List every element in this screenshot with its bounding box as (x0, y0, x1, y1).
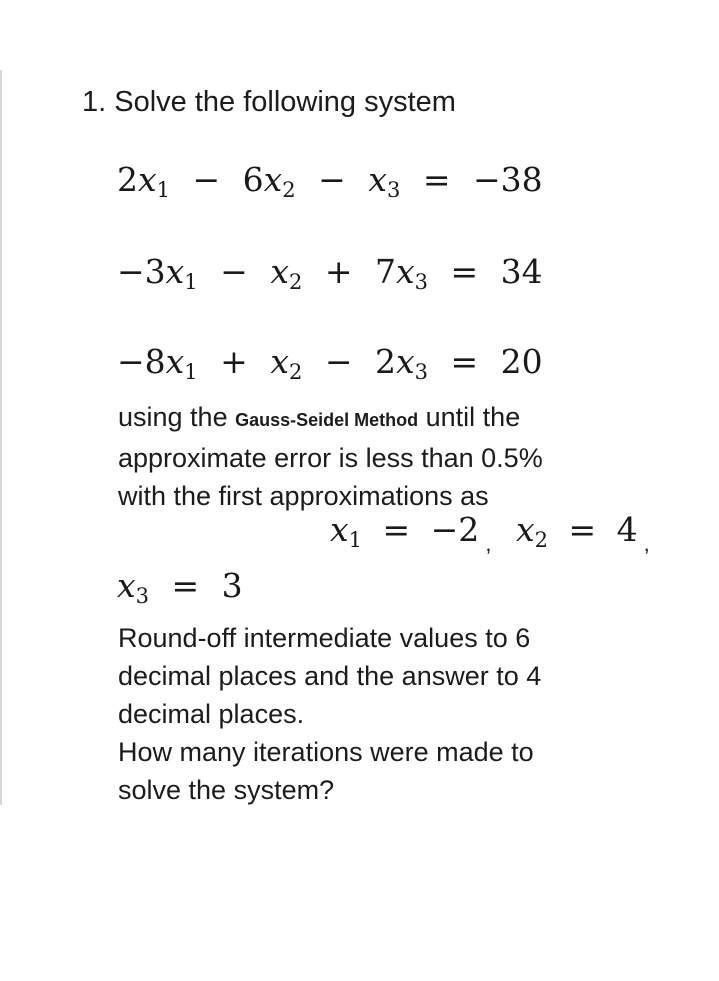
instructions-using-suffix: until the (418, 402, 521, 432)
rounding-line-3: decimal places. (118, 699, 305, 729)
eq3-op-2: − (324, 342, 353, 381)
equation-3 (117, 342, 543, 384)
init-x2-equals: = (568, 510, 597, 549)
final-question-line-1: How many iterations were made to (118, 737, 534, 767)
eq1-equals: = (422, 160, 451, 199)
initial-approx-x3 (117, 566, 243, 608)
init-x2-sub: 2 (534, 528, 548, 552)
init-x1-equals: = (382, 510, 411, 549)
eq3-equals: = (450, 342, 479, 381)
question-title: 1. Solve the following system (82, 86, 456, 118)
instructions-line-2: approximate error is less than 0.5% (118, 443, 543, 473)
eq2-var-2: x (270, 252, 289, 291)
rounding-paragraph (118, 619, 541, 809)
eq1-rhs: −38 (472, 160, 543, 199)
eq3-sub-3: 3 (414, 360, 428, 384)
method-name: Gauss-Seidel Method (235, 410, 419, 430)
eq3-coef-1: −8 (117, 342, 166, 381)
eq1-var-1: x (138, 160, 157, 199)
init-x1-var: x (330, 510, 349, 549)
init-sep-1: , (485, 531, 492, 556)
instructions-line-3: with the first approximations as (118, 481, 489, 511)
init-x1-value: −2 (430, 510, 480, 549)
eq2-op-1: − (220, 252, 248, 291)
init-x3-var: x (117, 566, 136, 605)
eq2-coef-3: 7 (374, 252, 396, 291)
eq2-op-2: + (324, 252, 353, 291)
eq3-var-1: x (165, 342, 185, 381)
instructions-paragraph (118, 398, 543, 515)
eq1-var-2: x (263, 160, 283, 199)
eq2-sub-1: 1 (184, 270, 198, 294)
eq3-var-2: x (270, 342, 289, 381)
eq3-sub-2: 2 (288, 360, 303, 384)
eq1-var-3: x (368, 160, 387, 199)
init-x1-sub: 1 (348, 528, 362, 552)
init-x3-sub: 3 (135, 584, 149, 608)
eq1-sub-1: 1 (156, 178, 170, 202)
eq3-coef-3: 2 (374, 342, 396, 381)
eq1-op-1: − (192, 160, 221, 199)
init-sep-2: , (643, 531, 650, 556)
equation-1 (117, 160, 543, 202)
eq1-sub-2: 2 (282, 178, 296, 202)
instructions-line-1 (118, 398, 543, 439)
eq2-var-3: x (395, 252, 415, 291)
eq3-var-3: x (395, 342, 415, 381)
equation-2 (117, 252, 543, 294)
eq2-coef-1: −3 (117, 252, 166, 291)
eq3-sub-1: 1 (184, 360, 198, 384)
eq2-sub-2: 2 (288, 270, 303, 294)
initial-approx-x1-x2 (330, 510, 664, 557)
init-x3-equals: = (171, 566, 200, 605)
eq2-sub-3: 3 (414, 270, 428, 294)
init-x2-var: x (515, 510, 535, 549)
eq2-rhs: 34 (500, 252, 543, 291)
init-x2-value: 4 (616, 510, 638, 549)
eq1-coef-2: 6 (242, 160, 264, 199)
final-question-line-2: solve the system? (118, 775, 335, 805)
eq3-rhs: 20 (500, 342, 543, 381)
rounding-line-1: Round-off intermediate values to 6 (118, 623, 531, 653)
rounding-line-2: decimal places and the answer to 4 (118, 661, 542, 691)
instructions-using-prefix: using the (118, 402, 236, 432)
init-x3-value: 3 (221, 566, 243, 605)
eq2-equals: = (450, 252, 479, 291)
eq1-coef-1: 2 (117, 160, 138, 199)
eq1-op-2: − (318, 160, 346, 199)
left-border-line (0, 70, 2, 805)
eq2-var-1: x (165, 252, 185, 291)
eq3-op-1: + (220, 342, 248, 381)
eq1-sub-3: 3 (386, 178, 401, 202)
